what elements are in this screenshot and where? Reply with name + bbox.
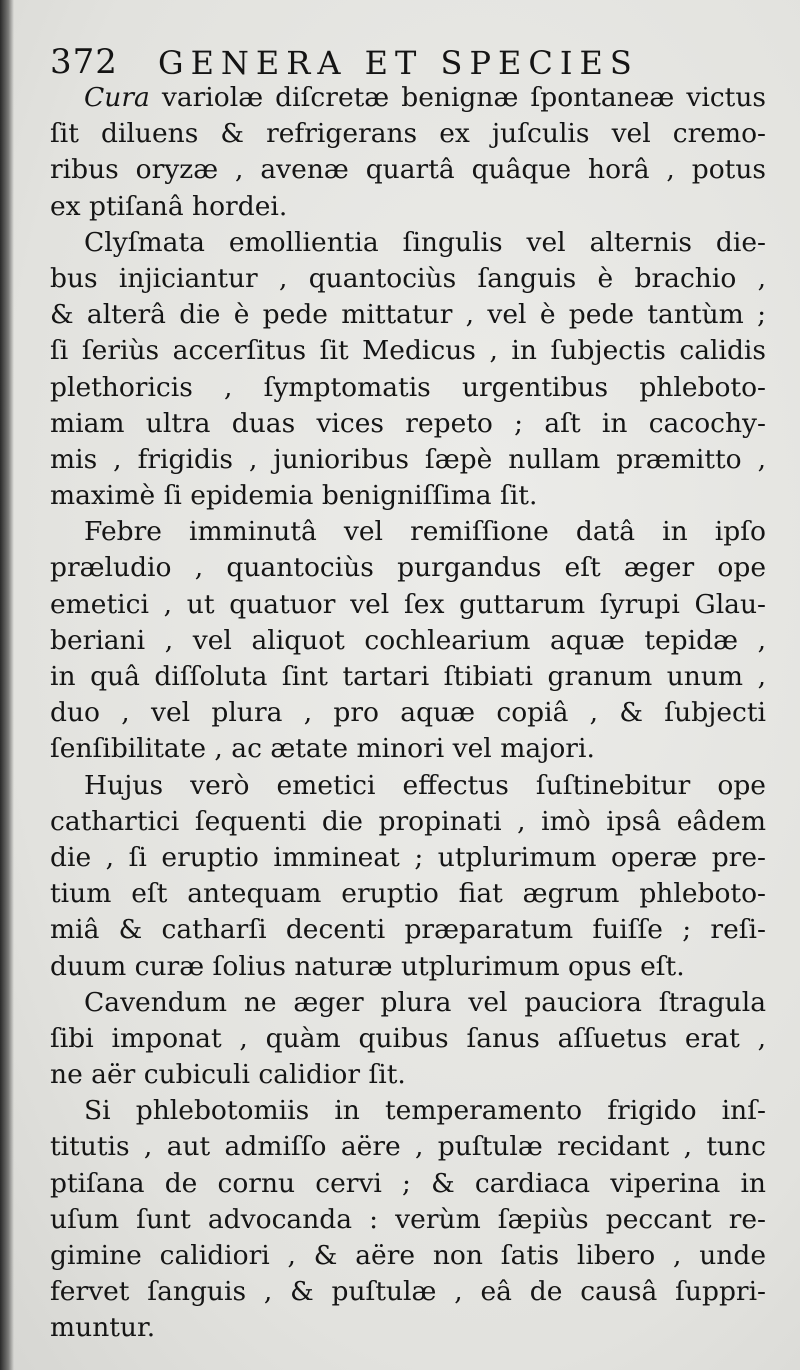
paragraph-4 xyxy=(50,768,766,985)
text-line: miâ & catharſi decenti præparatum fuiſſe ; reſi- xyxy=(50,914,766,946)
text-line: ne aër cubiculi calidior ſit. xyxy=(50,1059,406,1091)
text-line: in quâ diſſoluta ſint tartari ſtibiati granum unum , xyxy=(50,661,766,692)
text-line: ſibi imponat , quàm quibus ſanus aſſuetus erat , xyxy=(50,1022,766,1054)
text-line xyxy=(50,80,766,116)
text-line: ſenſibilitate , ac ætate minori vel majori. xyxy=(50,733,595,765)
text-line: duo , vel plura , pro aquæ copiâ , & ſubjecti xyxy=(50,697,766,729)
text-line: miam ultra duas vices repeto ; aſt in cacochy- xyxy=(50,407,766,439)
text-line: muntur. xyxy=(50,1312,156,1344)
text-line: Si phlebotomiis in temperamento frigido inſ- xyxy=(84,1095,766,1127)
text-line: ſi ſeriùs accerſitus ſit Medicus , in ſubjectis calidis xyxy=(50,335,766,367)
text-line: uſum ſunt advocanda : verùm ſæpiùs peccant re- xyxy=(50,1203,766,1235)
text-line: fervet ſanguis , & puſtulæ , eâ de causâ ſuppri- xyxy=(50,1276,766,1308)
text-line: maximè ſi epidemia benigniſſima ſit. xyxy=(50,480,538,512)
paragraph-lead-word: Cura xyxy=(84,82,150,113)
text-line: plethoricis , ſymptomatis urgentibus phleboto- xyxy=(50,371,766,403)
paragraph-5 xyxy=(50,985,766,1094)
paragraph-1 xyxy=(50,80,766,225)
text-line: cathartici ſequenti die propinati , imò ipsâ eâdem xyxy=(50,805,766,837)
text-line: mis , frigidis , junioribus ſæpè nullam præmitto , xyxy=(50,443,766,475)
text-line: gimine calidiori , & aëre non ſatis libero , unde xyxy=(50,1240,766,1271)
text-line: beriani , vel aliquot cochlearium aquæ tepidæ , xyxy=(50,624,766,656)
paragraph-3 xyxy=(50,514,766,767)
text-line-rest: variolæ diſcretæ benignæ ſpontaneæ victus xyxy=(149,82,766,113)
text-line: Clyſmata emollientia ſingulis vel alternis die- xyxy=(84,226,766,258)
page-gutter-shadow xyxy=(0,0,14,1370)
text-line: ex ptiſanâ hordei. xyxy=(50,190,288,222)
body-text xyxy=(50,80,766,1347)
text-line: emetici , ut quatuor vel ſex guttarum ſyrupi Glau- xyxy=(50,588,766,620)
text-line: ptiſana de cornu cervi ; & cardiaca viperina in xyxy=(50,1167,766,1199)
text-line: ribus oryzæ , avenæ quartâ quâque horâ , potus xyxy=(50,154,766,186)
running-head: GENERA ET SPECIES xyxy=(158,44,639,82)
text-line: præludio , quantociùs purgandus eſt æger ope xyxy=(50,552,766,584)
text-line: duum curæ ſolius naturæ utplurimum opus eſt. xyxy=(50,950,685,982)
text-line: Febre imminutâ vel remiſſione datâ in ipſo xyxy=(84,516,766,548)
text-line: Hujus verò emetici effectus ſuſtinebitur ope xyxy=(84,769,766,801)
text-line: tium eſt antequam eruptio fiat ægrum phleboto- xyxy=(50,878,766,910)
text-line: Cavendum ne æger plura vel pauciora ſtragula xyxy=(84,986,766,1018)
text-line: bus injiciantur , quantociùs ſanguis è brachio , xyxy=(50,262,766,294)
paragraph-6 xyxy=(50,1093,766,1346)
text-line: & alterâ die è pede mittatur , vel è pede tantùm ; xyxy=(50,299,766,331)
paragraph-2 xyxy=(50,225,766,515)
text-line: die , ſi eruptio immineat ; utplurimum operæ pre- xyxy=(50,841,766,873)
text-line: ſit diluens & refrigerans ex juſculis vel cremo- xyxy=(50,118,766,150)
page-number: 372 xyxy=(50,42,118,82)
text-line: titutis , aut admiſſo aëre , puſtulæ recidant , tunc xyxy=(50,1131,766,1163)
